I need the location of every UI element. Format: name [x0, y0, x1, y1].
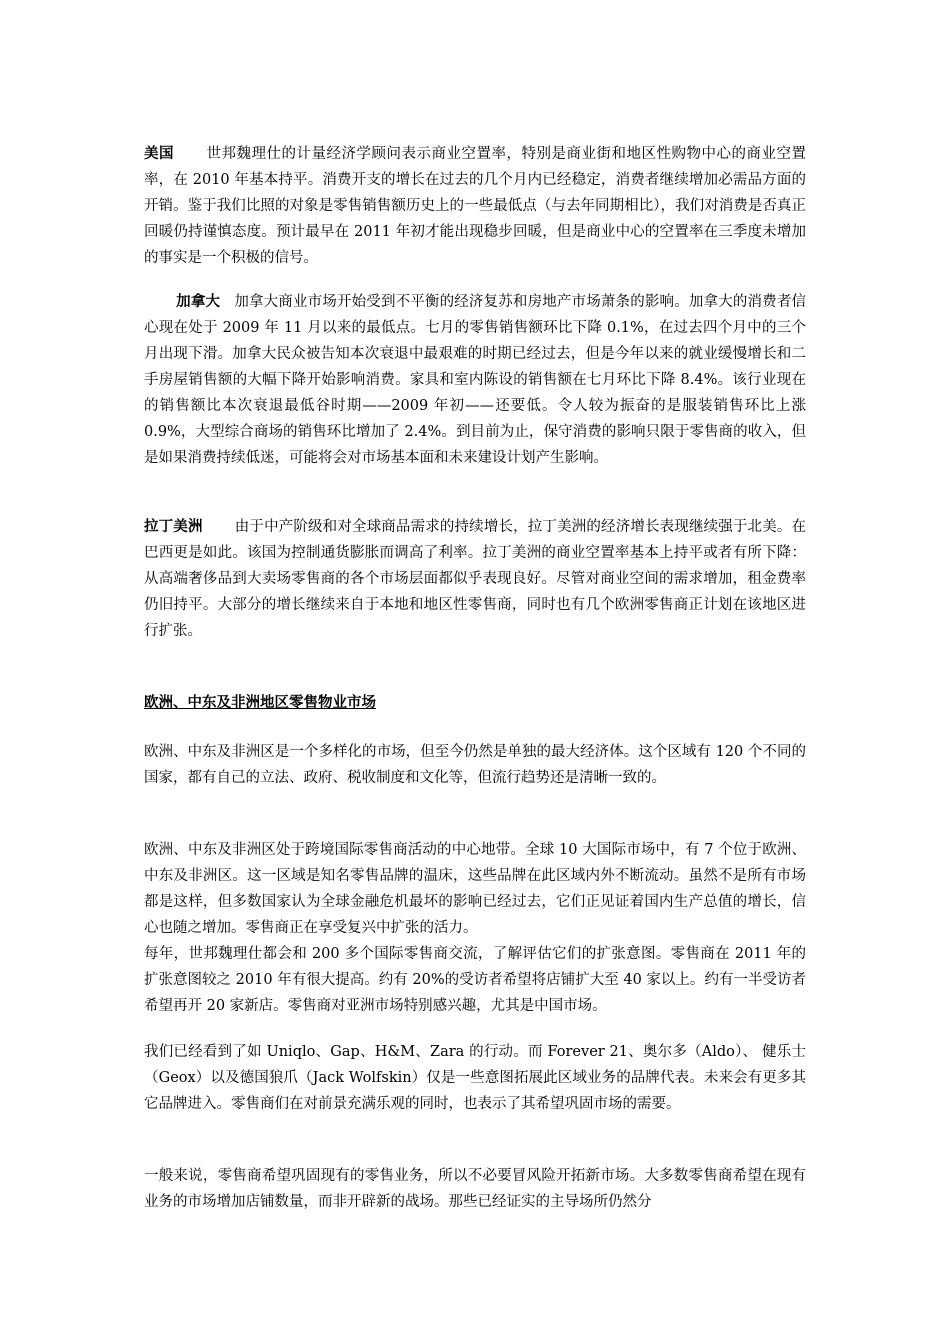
emea-paragraph-5: 一般来说，零售商希望巩固现有的零售业务，所以不必要冒风险开拓新市场。大多数零售商希望在现有业务的市场增加店铺数量，而非开辟新的战场。那些已经证实的主导场所仍然分	[144, 1168, 806, 1210]
canada-paragraph	[144, 289, 806, 471]
emea-paragraph-4: 我们已经看到了如 Uniqlo、Gap、H&M、Zara 的行动。而 Forever 21、奥尔多（Aldo）、 健乐士（Geox）以及德国狼爪（Jack Wolfskin）仅是一些意图拓展此区域业务的品牌代表。未来会有更多其它品牌进入。零售商们在对前景充满乐观的同时，也表示了其希望巩固市场的需要。	[144, 1044, 806, 1112]
section-heading: 欧洲、中东及非洲地区零售物业市场	[144, 694, 376, 711]
emea-paragraph-3: 每年，世邦魏理仕都会和 200 多个国际零售商交流，了解评估它们的扩张意图。零售商在 2011 年的扩张意图较之 2010 年有很大提高。约有 20%的受访者希望将店铺扩大至 40 家以上。约有一半受访者希望再开 20 家新店。零售商对亚洲市场特别感兴趣，尤其是中国市场。	[144, 946, 806, 1014]
emea-paragraph-2: 欧洲、中东及非洲区处于跨境国际零售商活动的中心地带。全球 10 大国际市场中，有 7 个位于欧洲、中东及非洲区。这一区域是知名零售品牌的温床，这些品牌在此区域内外不断流动。虽然不是所有市场都是这样，但多数国家认为全球金融危机最坏的影响已经过去，它们正见证着国内生产总值的增长，信心也随之增加。零售商正在享受复兴中扩张的活力。	[144, 842, 806, 936]
latam-text: 由于中产阶级和对全球商品需求的持续增长，拉丁美洲的经济增长表现继续强于北美。在巴西更是如此。该国为控制通货膨胀而调高了利率。拉丁美洲的商业空置率基本上持平或者有所下降：从高端奢侈品到大卖场零售商的各个市场层面都似乎表现良好。尽管对商业空间的需求增加，租金费率仍旧持平。大部分的增长继续来自于本地和地区性零售商，同时也有几个欧洲零售商正计划在该地区进行扩张。	[144, 519, 807, 639]
canada-label: 加拿大	[176, 293, 221, 310]
emea-paragraph-1: 欧洲、中东及非洲区是一个多样化的市场，但至今仍然是单独的最大经济体。这个区域有 120 个不同的国家，都有自己的立法、政府、税收制度和文化等，但流行趋势还是清晰一致的。	[144, 744, 806, 786]
latam-label: 拉丁美洲	[144, 518, 203, 535]
canada-text: 加拿大商业市场开始受到不平衡的经济复苏和房地产市场萧条的影响。加拿大的消费者信心现在处于 2009 年 11 月以来的最低点。七月的零售销售额环比下降 0.1%，在过去四个月中的三个月出现下滑。加拿大民众被告知本次衰退中最艰难的时期已经过去，但是今年以来的就业缓慢增长和二手房屋销售额的大幅下降开始影响消费。家具和室内陈设的销售额在七月环比下降 8.4%。该行业现在的销售额比本次衰退最低谷时期——2009 年初——还要低。令人较为振奋的是服装销售环比上涨 0.9%，大型综合商场的销售环比增加了 2.4%。到目前为止，保守消费的影响只限于零售商的收入，但是如果消费持续低迷，可能将会对市场基本面和未来建设计划产生影响。	[144, 294, 807, 466]
usa-text: 世邦魏理仕的计量经济学顾问表示商业空置率，特别是商业街和地区性购物中心的商业空置率，在 2010 年基本持平。消费开支的增长在过去的几个月内已经稳定，消费者继续增加必需品方面的开销。鉴于我们比照的对象是零售销售额历史上的一些最低点（与去年同期相比），我们对消费是否真正回暖仍持谨慎态度。预计最早在 2011 年初才能出现稳步回暖，但是商业中心的空置率在三季度未增加的事实是一个积极的信号。	[144, 146, 806, 266]
latam-paragraph	[144, 514, 806, 644]
usa-paragraph	[144, 141, 806, 271]
usa-label: 美国	[144, 145, 174, 162]
